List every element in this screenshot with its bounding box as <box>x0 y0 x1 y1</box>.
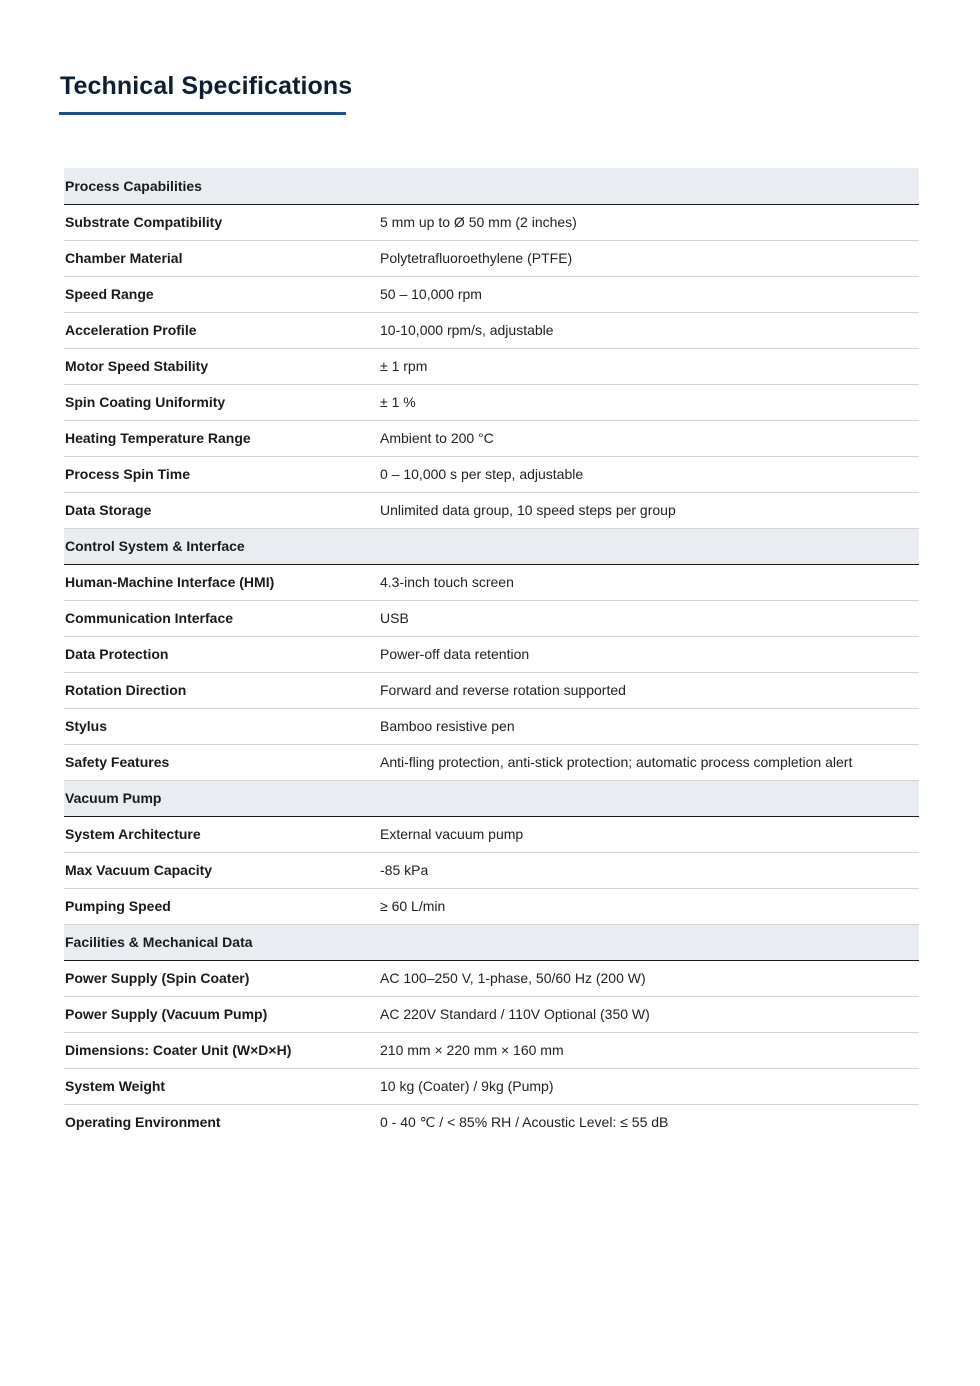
spec-value: Unlimited data group, 10 speed steps per group <box>380 492 919 528</box>
table-row <box>64 636 919 672</box>
table-row <box>64 312 919 348</box>
spec-label: Motor Speed Stability <box>64 348 380 384</box>
spec-value: 210 mm × 220 mm × 160 mm <box>380 1032 919 1068</box>
spec-value: External vacuum pump <box>380 816 919 852</box>
spec-value: 50 – 10,000 rpm <box>380 276 919 312</box>
table-row <box>64 744 919 780</box>
section-heading: Process Capabilities <box>64 168 919 204</box>
spec-label: System Architecture <box>64 816 380 852</box>
spec-value: Polytetrafluoroethylene (PTFE) <box>380 240 919 276</box>
table-row <box>64 1032 919 1068</box>
spec-value: Bamboo resistive pen <box>380 708 919 744</box>
table-row <box>64 204 919 240</box>
spec-label: Spin Coating Uniformity <box>64 384 380 420</box>
spec-value: 10-10,000 rpm/s, adjustable <box>380 312 919 348</box>
section-header-control-system <box>64 528 919 564</box>
spec-value: Forward and reverse rotation supported <box>380 672 919 708</box>
spec-value: AC 220V Standard / 110V Optional (350 W) <box>380 996 919 1032</box>
section-header-vacuum-pump <box>64 780 919 816</box>
spec-table <box>64 168 919 1140</box>
spec-label: Data Protection <box>64 636 380 672</box>
spec-label: Speed Range <box>64 276 380 312</box>
spec-label: Rotation Direction <box>64 672 380 708</box>
spec-value: ± 1 rpm <box>380 348 919 384</box>
spec-value: 0 - 40 ℃ / < 85% RH / Acoustic Level: ≤ 55 dB <box>380 1113 669 1130</box>
title-underline <box>59 112 346 115</box>
spec-value: 5 mm up to Ø 50 mm (2 inches) <box>380 204 919 240</box>
spec-value: Anti-fling protection, anti-stick protection; automatic process completion alert <box>380 744 919 780</box>
spec-label: Data Storage <box>64 492 380 528</box>
table-row <box>64 888 919 924</box>
section-heading: Facilities & Mechanical Data <box>64 924 919 960</box>
section-heading: Control System & Interface <box>64 528 919 564</box>
table-row <box>64 1068 919 1104</box>
section-header-facilities <box>64 924 919 960</box>
spec-label: Safety Features <box>64 744 380 780</box>
spec-label: Process Spin Time <box>64 456 380 492</box>
table-row <box>64 348 919 384</box>
page-title: Technical Specifications <box>60 72 353 100</box>
spec-value: 0 – 10,000 s per step, adjustable <box>380 456 919 492</box>
table-row <box>64 600 919 636</box>
table-row <box>64 996 919 1032</box>
table-row <box>64 852 919 888</box>
spec-label: Human-Machine Interface (HMI) <box>64 564 380 600</box>
spec-value: ≥ 60 L/min <box>380 888 919 924</box>
section-header-process-capabilities <box>64 168 919 204</box>
spec-value: Ambient to 200 °C <box>380 420 919 456</box>
spec-label: Chamber Material <box>64 240 380 276</box>
table-row <box>64 420 919 456</box>
spec-label: Power Supply (Vacuum Pump) <box>64 996 380 1032</box>
table-row <box>64 672 919 708</box>
spec-value: 10 kg (Coater) / 9kg (Pump) <box>380 1068 919 1104</box>
table-row <box>64 384 919 420</box>
spec-label: Pumping Speed <box>64 888 380 924</box>
spec-value: USB <box>380 600 919 636</box>
table-row <box>64 240 919 276</box>
spec-label: Heating Temperature Range <box>64 420 380 456</box>
spec-label: Substrate Compatibility <box>64 204 380 240</box>
table-row <box>64 816 919 852</box>
spec-label: Max Vacuum Capacity <box>64 852 380 888</box>
spec-value: AC 100–250 V, 1-phase, 50/60 Hz (200 W) <box>380 960 919 996</box>
table-row <box>64 276 919 312</box>
table-row <box>64 960 919 996</box>
spec-label: System Weight <box>64 1068 380 1104</box>
spec-label: Power Supply (Spin Coater) <box>64 960 380 996</box>
table-row <box>64 492 919 528</box>
spec-value: 4.3-inch touch screen <box>380 564 919 600</box>
section-heading: Vacuum Pump <box>64 780 919 816</box>
spec-value: Power-off data retention <box>380 636 919 672</box>
spec-label: Communication Interface <box>64 600 380 636</box>
table-row <box>64 456 919 492</box>
spec-value: ± 1 % <box>380 384 919 420</box>
spec-label: Acceleration Profile <box>64 312 380 348</box>
table-row <box>64 564 919 600</box>
table-row <box>64 1104 919 1140</box>
table-row <box>64 708 919 744</box>
spec-value: -85 kPa <box>380 852 919 888</box>
spec-label: Dimensions: Coater Unit (W×D×H) <box>64 1032 380 1068</box>
spec-label: Operating Environment <box>65 1114 221 1131</box>
spec-label: Stylus <box>64 708 380 744</box>
